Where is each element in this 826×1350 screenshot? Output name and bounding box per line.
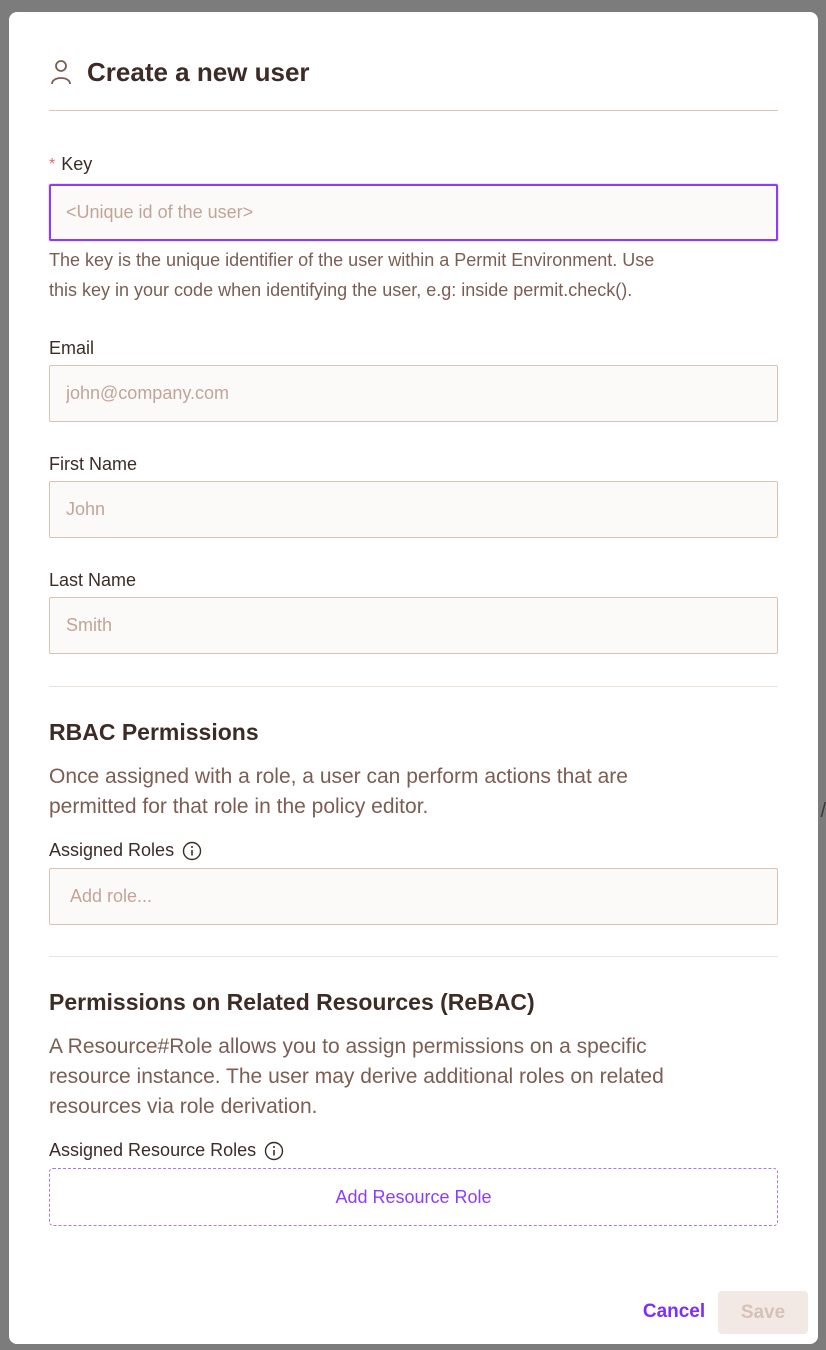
rbac-desc-line-2: permitted for that role in the policy editor. [49, 795, 429, 818]
rbac-desc-line-1: Once assigned with a role, a user can perform actions that are [49, 765, 628, 788]
required-mark: * [49, 155, 56, 173]
user-icon [49, 58, 73, 86]
assigned-roles-label-text: Assigned Roles [49, 840, 175, 860]
last-name-label [49, 570, 136, 591]
rbac-section-title: RBAC Permissions [49, 719, 259, 745]
rbac-section-description [49, 762, 778, 822]
key-help-line-2: this key in your code when identifying the user, e.g: inside permit.check(). [49, 280, 633, 300]
email-input[interactable] [49, 365, 778, 422]
key-input[interactable] [49, 184, 778, 241]
assigned-roles-label [49, 840, 202, 861]
info-icon[interactable] [264, 1141, 284, 1161]
key-help-text [49, 245, 778, 305]
add-resource-role-button[interactable]: Add Resource Role [49, 1168, 778, 1226]
last-name-input[interactable] [49, 597, 778, 654]
section-divider [49, 956, 778, 957]
section-divider [49, 686, 778, 687]
cancel-button[interactable]: Cancel [642, 1301, 706, 1322]
first-name-label [49, 454, 137, 475]
modal-title: Create a new user [87, 57, 310, 87]
first-name-input[interactable] [49, 481, 778, 538]
assigned-resource-roles-label-text: Assigned Resource Roles [49, 1140, 257, 1160]
rebac-desc-line-2: resource instance. The user may derive additional roles on related [49, 1065, 664, 1088]
first-name-label-text: First Name [49, 454, 138, 474]
last-name-label-text: Last Name [49, 570, 137, 590]
key-label [49, 154, 92, 175]
create-user-modal [9, 12, 818, 1344]
assigned-resource-roles-label [49, 1140, 284, 1161]
email-label [49, 338, 94, 359]
modal-header [49, 56, 778, 111]
email-label-text: Email [49, 338, 95, 358]
info-icon[interactable] [182, 841, 202, 861]
rebac-desc-line-1: A Resource#Role allows you to assign permissions on a specific [49, 1035, 647, 1058]
key-label-text: Key [61, 154, 93, 174]
background-fragment: / [820, 800, 826, 822]
save-button[interactable]: Save [718, 1291, 808, 1334]
rebac-desc-line-3: resources via role derivation. [49, 1095, 318, 1118]
rebac-section-title: Permissions on Related Resources (ReBAC) [49, 989, 535, 1015]
add-role-input[interactable] [49, 868, 778, 925]
rebac-section-description [49, 1032, 778, 1122]
key-help-line-1: The key is the unique identifier of the user within a Permit Environment. Use [49, 250, 655, 270]
